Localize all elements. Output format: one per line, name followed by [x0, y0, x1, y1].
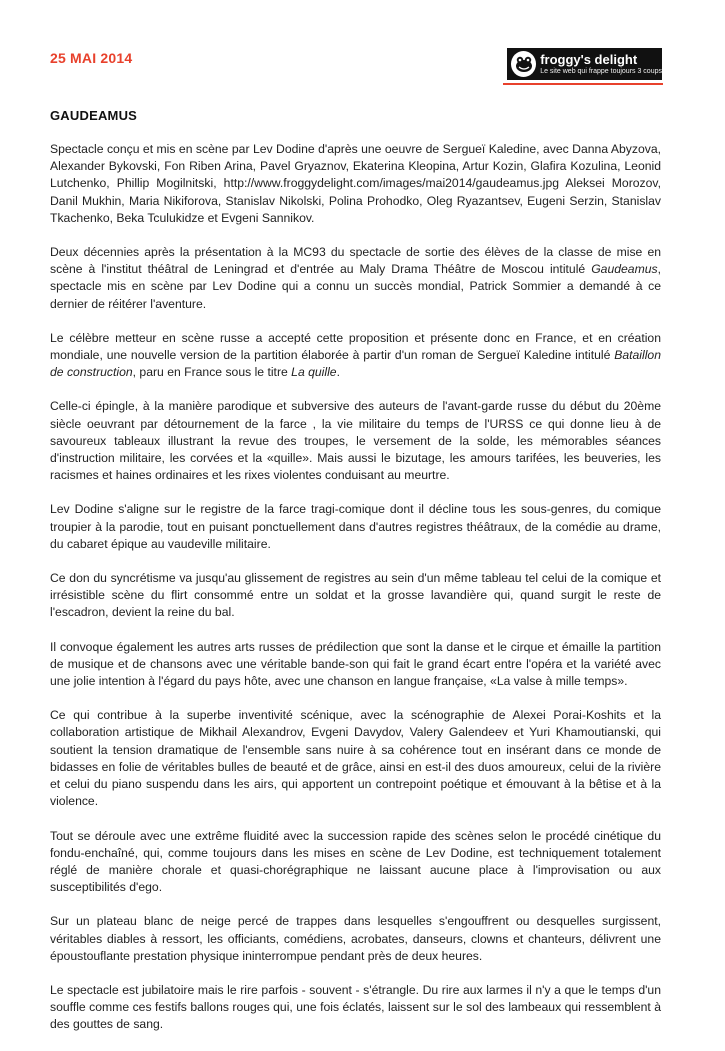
article-body — [50, 141, 661, 1051]
paragraph: Le spectacle est jubilatoire mais le rire parfois - souvent - s'étrangle. Du rire aux larmes il n'y a que le temps d'un souffle comme ces festifs ballons rouges qui, une fois éclatés, laissent sur le sol des lambeaux qui ressemblent à des gouttes de sang. — [50, 982, 661, 1032]
article-title: GAUDEAMUS — [50, 108, 138, 123]
logo-name: froggy's delight — [540, 52, 638, 67]
paragraph: Ce qui contribue à la superbe inventivité scénique, avec la scénographie de Alexei Porai-Koshits et la collaboration artistique de Mikhail Alexandrov, Evgeni Davydov, Valery Galendeev et Yuri Khamoutianski, qui soutient la tension dramatique de l'ensemble sans nuire à sa cohérence tout en insérant dans ce monde de bidasses en folie de véritables bulles de beauté et de grâce, ainsi en est-il des duos amoureux, celui de la rivière et celui du piano suspendu dans les airs, qui apportent un contrepoint poétique et émouvant à la bêtise et à la violence. — [50, 708, 661, 809]
header-rule — [503, 83, 663, 85]
paragraph: Ce don du syncrétisme va jusqu'au glissement de registres au sein d'un même tableau tel celui de la comique et irrésistible scène du flirt consommé entre un soldat et la grosse lavandière qui, quand surgit le reste de l'escadron, devient la reine du bal. — [50, 571, 661, 620]
text-span: , paru en France sous le titre — [132, 365, 292, 380]
italic-title: Bataillon de construction — [50, 348, 661, 380]
paragraph-adaptation — [50, 330, 661, 382]
text-span: . — [336, 365, 340, 380]
paragraph: Celle-ci épingle, à la manière parodique et subversive des auteurs de l'avant-garde russe du début du 20ème siècle oeuvrant par détournement de la farce , la vie militaire du temps de l'URSS ce qui donne lieu à de savoureux tableaux illustrant la revue des troupes, le versement de la solde, les mémorables séances d'instruction militaire, les corvées et la «quille». Mais aussi le bizutage, les amours tarifées, les beuveries, les racismes et haines ordinaires et les rixes violentes conduisant au meurtre. — [50, 399, 661, 483]
site-logo[interactable] — [507, 48, 662, 80]
text-span: , spectacle mis en scène par Lev Dodine qui a connu un succès mondial, Patrick Sommier a demandé à ce dernier de réitérer l'aventure. — [50, 262, 661, 311]
italic-title: La quille — [291, 365, 337, 380]
text-span: Deux décennies après la présentation à la MC93 du spectacle de sortie des élèves de la classe de mise en scène à l'institut théâtral de Leningrad et d'entrée au Maly Drama Théâtre de Moscou intitulé — [50, 245, 661, 277]
paragraph: Lev Dodine s'aligne sur le registre de la farce tragi-comique dont il décline tous les sous-genres, du comique troupier à la parodie, tout en puisant ponctuellement dans d'autres registres théâtraux, de la comédie au drame, du cabaret épique au vaudeville militaire. — [50, 502, 661, 551]
paragraph-intro — [50, 244, 661, 313]
frog-icon — [511, 51, 536, 77]
paragraph: Tout se déroule avec une extrême fluidité avec la succession rapide des scènes selon le procédé cinétique du fondu-enchaîné, qui, comme toujours dans les mises en scène de Lev Dodine, est techniquement totalement réglé de manière chorale et quasi-chorégraphique ne laissant aucune place à l'improvisation ou aux susceptibilités d'ego. — [50, 828, 661, 895]
paragraph: Il convoque également les autres arts russes de prédilection que sont la danse et le cirque et émaille la partition de musique et de chansons avec une véritable bande-son qui fait le grand écart entre l'opéra et la variété avec une jolie intention à l'égard du pays hôte, avec une chanson en langue française, «La valse à mille temps». — [50, 639, 661, 689]
paragraph: Sur un plateau blanc de neige percé de trappes dans lesquelles s'engouffrent ou desquelles surgissent, véritables diables à ressort, les officiants, comédiens, acrobates, danseurs, clowns et chanteurs, délivrent une époustouflante prestation physique ininterrompue pendant près de deux heures. — [50, 914, 661, 963]
publication-date: 25 MAI 2014 — [50, 50, 133, 66]
text-span: Le célèbre metteur en scène russe a accepté cette proposition et présente donc en France, et en création mondiale, une nouvelle version de la partition élaborée à partir d'un roman de Sergueï Kaledine intitulé — [50, 330, 661, 363]
paragraph-credits: Spectacle conçu et mis en scène par Lev Dodine d'après une oeuvre de Sergueï Kaledine, avec Danna Abyzova, Alexander Bykovski, Fon Riben Arina, Pavel Gryaznov, Ekaterina Kleopina, Artur Kozin, Glafira Kozulina, Leonid Lutchenko, Phillip Mogilnitski, http://www.froggydelight.com/images/mai2014/gaudeamus.jpg Aleksei Morozov, Danil Mukhin, Maria Nikiforova, Stanislav Nikolski, Polina Prohodko, Oleg Ryazantsev, Eugeni Serzin, Stanislav Tkachenko, Beka Tculukidze et Evgeni Sannikov. — [50, 142, 661, 225]
page-header — [0, 0, 725, 90]
italic-title: Gaudeamus — [591, 262, 658, 277]
logo-tagline: Le site web qui frappe toujours 3 coups — [540, 68, 662, 75]
